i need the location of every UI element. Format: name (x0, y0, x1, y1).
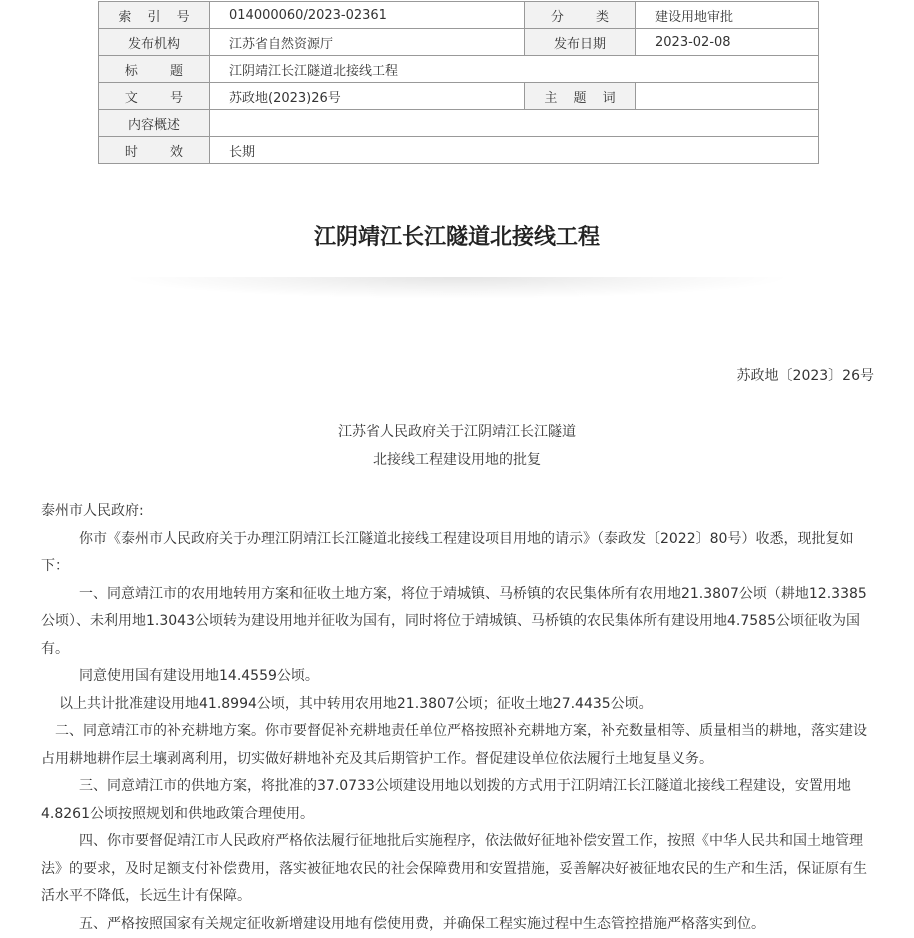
subtitle-line-1: 江苏省人民政府关于江阴靖江长江隧道 (0, 421, 914, 441)
addressee: 泰州市人民政府: (41, 498, 877, 526)
paragraph-2: 一、同意靖江市的农用地转用方案和征收土地方案，将位于靖城镇、马桥镇的农民集体所有农用地21.3807公顷（耕地12.3385公顷）、未利用地1.3043公顷转为建设用地并征收为国有，同时将位于靖城镇、马桥镇的农民集体所有建设用地4.7585公顷征收为国有。 (41, 581, 877, 664)
paragraph-4: 以上共计批准建设用地41.8994公顷，其中转用农用地21.3807公顷；征收土地27.4435公顷。 (41, 691, 877, 719)
metadata-table (98, 1, 819, 164)
meta-row-title (99, 56, 819, 83)
paragraph-1: 你市《泰州市人民政府关于办理江阴靖江长江隧道北接线工程建设项目用地的请示》（泰政发〔2022〕80号）收悉，现批复如下： (41, 526, 877, 581)
meta-row-summary (99, 110, 819, 137)
meta-row-index (99, 2, 819, 29)
document-number: 苏政地〔2023〕26号 (737, 365, 874, 385)
issuer-label: 发布机构 (99, 29, 210, 56)
docno-label: 文 号 (99, 83, 210, 110)
meta-row-validity (99, 137, 819, 164)
title-value: 江阴靖江长江隧道北接线工程 (210, 56, 819, 83)
docno-value: 苏政地(2023)26号 (210, 83, 525, 110)
date-value: 2023-02-08 (636, 29, 819, 56)
date-label: 发布日期 (525, 29, 636, 56)
index-value: 014000060/2023-02361 (210, 2, 525, 29)
category-value: 建设用地审批 (636, 2, 819, 29)
subject-value (636, 83, 819, 110)
paragraph-3: 同意使用国有建设用地14.4559公顷。 (41, 663, 877, 691)
paragraph-8: 五、严格按照国家有关规定征收新增建设用地有偿使用费，并确保工程实施过程中生态管控措施严格落实到位。 (41, 911, 877, 938)
meta-row-docno (99, 83, 819, 110)
summary-label: 内容概述 (99, 110, 210, 137)
summary-value (210, 110, 819, 137)
validity-label: 时 效 (99, 137, 210, 164)
issuer-value: 江苏省自然资源厅 (210, 29, 525, 56)
paragraph-6: 三、同意靖江市的供地方案，将批准的37.0733公顷建设用地以划拨的方式用于江阴靖江长江隧道北接线工程建设，安置用地4.8261公顷按照规划和供地政策合理使用。 (41, 773, 877, 828)
index-label: 索 引 号 (99, 2, 210, 29)
title-divider-shadow (120, 277, 794, 299)
paragraph-5: 二、同意靖江市的补充耕地方案。你市要督促补充耕地责任单位严格按照补充耕地方案，补充数量相等、质量相当的耕地，落实建设占用耕地耕作层土壤剥离利用，切实做好耕地补充及其后期管护工作。督促建设单位依法履行土地复垦义务。 (41, 718, 877, 773)
document-body (41, 498, 877, 938)
document-title: 江阴靖江长江隧道北接线工程 (0, 220, 914, 251)
validity-value: 长期 (210, 137, 819, 164)
meta-row-issuer (99, 29, 819, 56)
paragraph-7: 四、你市要督促靖江市人民政府严格依法履行征地批后实施程序，依法做好征地补偿安置工作，按照《中华人民共和国土地管理法》的要求，及时足额支付补偿费用，落实被征地农民的社会保障费用和安置措施，妥善解决好被征地农民的生产和生活，保证原有生活水平不降低，长远生计有保障。 (41, 828, 877, 911)
title-label: 标 题 (99, 56, 210, 83)
subject-label: 主 题 词 (525, 83, 636, 110)
subtitle-line-2: 北接线工程建设用地的批复 (0, 449, 914, 469)
category-label: 分 类 (525, 2, 636, 29)
